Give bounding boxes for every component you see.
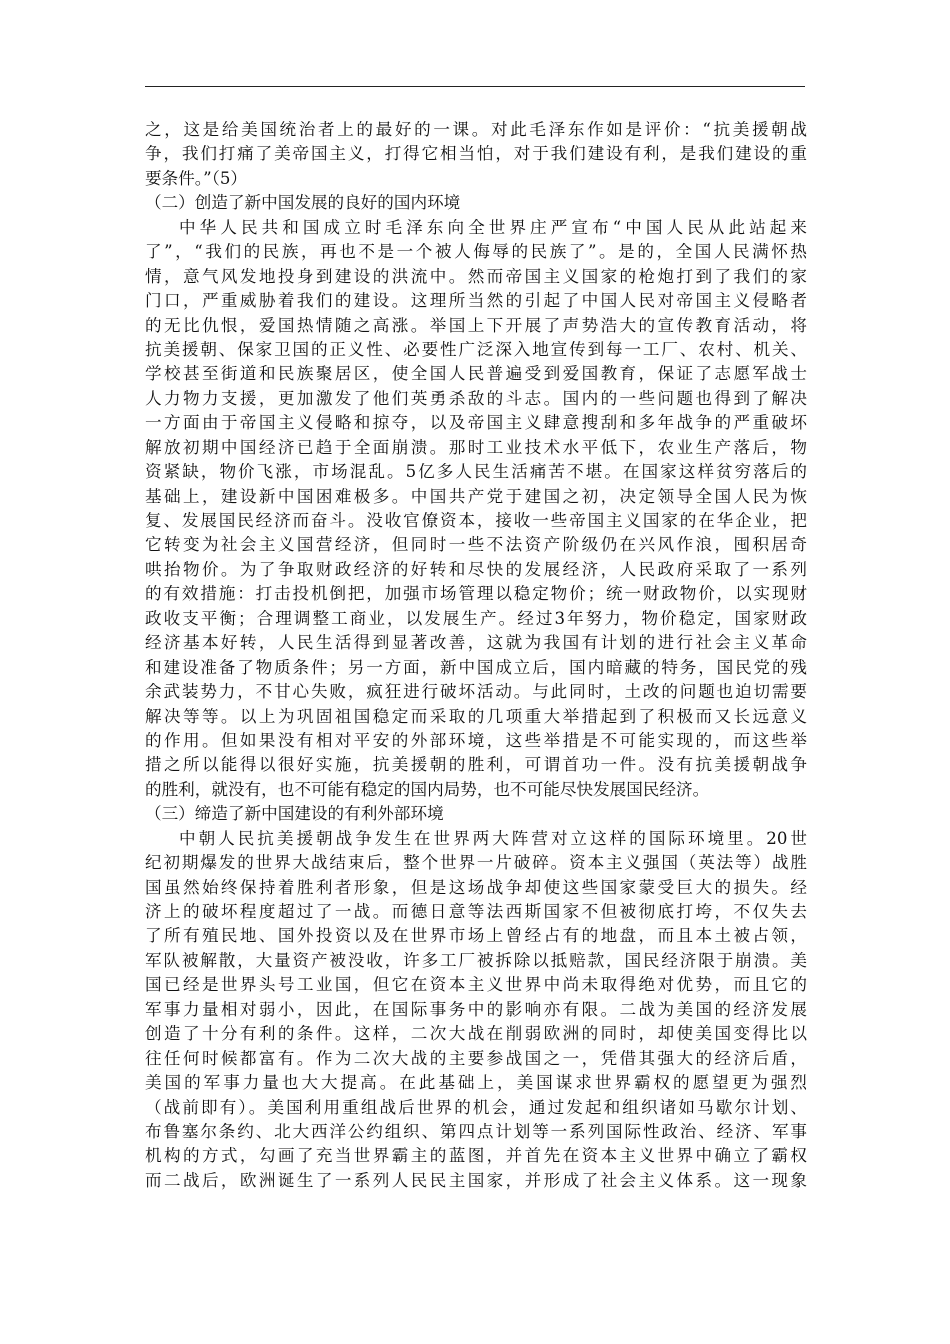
text-line: 解决等等。以上为巩固祖国稳定而采取的几项重大举措起到了积极而又长远意义 <box>145 706 807 726</box>
text-line: 的无比仇恨，爱国热情随之高涨。举国上下开展了声势浩大的宣传教育活动，将 <box>145 315 807 335</box>
text-line: 人力物力支援，更加激发了他们英勇杀敌的斗志。国内的一些问题也得到了解决 <box>145 388 807 408</box>
text-line: 要条件。”（5） <box>145 168 248 188</box>
text-line: 军事力量相对弱小，因此，在国际事务中的影响亦有限。二战为美国的经济发展 <box>145 999 807 1019</box>
text-line: 经济基本好转，人民生活得到显著改善，这就为我国有计划的进行社会主义革命 <box>145 633 807 653</box>
text-line: 余武装势力，不甘心失败，疯狂进行破坏活动。与此同时，土改的问题也迫切需要 <box>145 682 807 702</box>
text-line: 布鲁塞尔条约、北大西洋公约组织、第四点计划等一系列国际性政治、经济、军事 <box>145 1121 807 1141</box>
text-line: 而二战后，欧洲诞生了一系列人民民主国家，并形成了社会主义体系。这一现象 <box>145 1170 807 1190</box>
text-line: 抗美援朝、保家卫国的正义性、必要性广泛深入地宣传到每一工厂、农村、机关、 <box>145 339 807 359</box>
text-line: 中朝人民抗美援朝战争发生在世界两大阵营对立这样的国际环境里。20世 <box>179 828 807 848</box>
text-line: 哄抬物价。为了争取财政经济的好转和尽快的发展经济，人民政府采取了一系列 <box>145 559 807 579</box>
text-line: 一方面由于帝国主义侵略和掠夺，以及帝国主义肆意搜刮和多年战争的严重破坏 <box>145 413 807 433</box>
section-heading-3: （三）缔造了新中国建设的有利外部环境 <box>145 804 444 824</box>
text-line: 国虽然始终保持着胜利者形象，但是这场战争却使这些国家蒙受巨大的损失。经 <box>145 877 807 897</box>
text-line: （战前即有）。美国利用重组战后世界的机会，通过发起和组织诸如马歇尔计划、 <box>145 1097 807 1117</box>
section-heading-2: （二）创造了新中国发展的良好的国内环境 <box>145 193 461 213</box>
text-line: 的胜利，就没有，也不可能有稳定的国内局势，也不可能尽快发展国民经济。 <box>145 779 710 799</box>
text-line: 纪初期爆发的世界大战结束后，整个世界一片破碎。资本主义强国（英法等）战胜 <box>145 853 807 873</box>
text-line: 它转变为社会主义国营经济，但同时一些不法资产阶级仍在兴风作浪，囤积居奇 <box>145 535 807 555</box>
text-line: 济上的破坏程度超过了一战。而德日意等法西斯国家不但被彻底打垮，不仅失去 <box>145 902 807 921</box>
text-line: 机构的方式，勾画了充当世界霸主的蓝图，并首先在资本主义世界中确立了霸权 <box>145 1146 807 1166</box>
text-line: 军队被解散，大量资产被没收，许多工厂被拆除以抵赔款，国民经济限于崩溃。美 <box>145 950 807 970</box>
text-line: 和建设准备了物质条件；另一方面，新中国成立后，国内暗藏的特务，国民党的残 <box>145 657 807 677</box>
text-line: 美国的军事力量也大大提高。在此基础上，美国谋求世界霸权的愿望更为强烈 <box>145 1073 807 1093</box>
text-line: 国已经是世界头号工业国，但它在资本主义世界中尚未取得绝对优势，而且它的 <box>145 975 807 995</box>
text-line: 往任何时候都富有。作为二次大战的主要参战国之一，凭借其强大的经济后盾， <box>145 1048 807 1068</box>
text-line: 基础上，建设新中国困难极多。中国共产党于建国之初，决定领导全国人民为恢 <box>145 486 807 506</box>
text-line: 复、发展国民经济而奋斗。没收官僚资本，接收一些帝国主义国家的在华企业，把 <box>145 511 807 530</box>
text-line: 创造了十分有利的条件。这样，二次大战在削弱欧洲的同时，却使美国变得比以 <box>145 1024 807 1044</box>
header-rule <box>145 86 805 87</box>
text-line: 政收支平衡；合理调整工商业，以发展生产。经过3年努力，物价稳定，国家财政 <box>145 608 807 628</box>
document-body <box>145 118 807 1193</box>
text-line: 了所有殖民地、国外投资以及在世界市场上曾经占有的地盘，而且本土被占领， <box>145 926 807 946</box>
text-line: 资紧缺，物价飞涨，市场混乱。5亿多人民生活痛苦不堪。在国家这样贫穷落后的 <box>145 462 807 482</box>
text-line: 的作用。但如果没有相对平安的外部环境，这些举措是不可能实现的，而这些举 <box>145 730 807 750</box>
text-line: 之，这是给美国统治者上的最好的一课。对此毛泽东作如是评价：“抗美援朝战 <box>145 120 807 139</box>
text-line: 学校甚至街道和民族聚居区，使全国人民普遍受到爱国教育，保证了志愿军战士 <box>145 364 807 384</box>
text-line: 的有效措施：打击投机倒把，加强市场管理以稳定物价；统一财政物价，以实现财 <box>145 584 807 604</box>
text-line: 措之所以能得以很好实施，抗美援朝的胜利，可谓首功一件。没有抗美援朝战争 <box>145 755 807 775</box>
text-line: 情，意气风发地投身到建设的洪流中。然而帝国主义国家的枪炮打到了我们的家 <box>145 266 807 286</box>
text-line: 了”，“我们的民族，再也不是一个被人侮辱的民族了”。是的，全国人民满怀热 <box>145 242 807 262</box>
text-line: 中华人民共和国成立时毛泽东向全世界庄严宣布“中国人民从此站起来 <box>179 217 807 237</box>
text-line: 争，我们打痛了美帝国主义，打得它相当怕，对于我们建设有利，是我们建设的重 <box>145 144 807 164</box>
text-line: 解放初期中国经济已趋于全面崩溃。那时工业技术水平低下，农业生产落后，物 <box>145 437 807 457</box>
text-line: 门口，严重威胁着我们的建设。这理所当然的引起了中国人民对帝国主义侵略者 <box>145 291 807 311</box>
